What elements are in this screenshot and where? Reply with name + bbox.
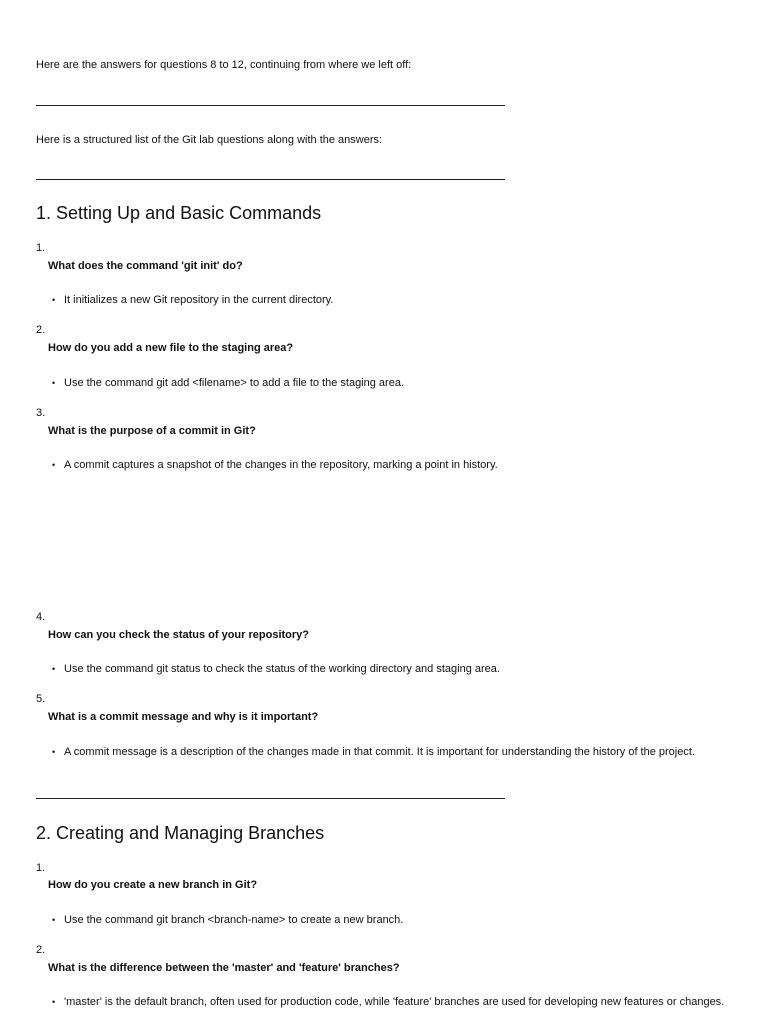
question-number: 3. xyxy=(36,407,46,419)
question-text: What is the difference between the 'master' and 'feature' branches? xyxy=(48,962,400,974)
answer-text: 'master' is the default branch, often used for production code, while 'feature' branches are used for developing new features or changes. xyxy=(64,996,725,1008)
answer-item xyxy=(52,293,333,307)
answer-item xyxy=(52,913,403,927)
question-number: 2. xyxy=(36,944,46,956)
divider-2 xyxy=(36,179,505,180)
bullet-icon: • xyxy=(52,915,56,925)
answer-item xyxy=(52,662,500,676)
bullet-icon: • xyxy=(52,295,56,305)
section-heading-1: 1. Setting Up and Basic Commands xyxy=(36,203,322,223)
question-text: How do you add a new file to the staging area? xyxy=(48,342,294,354)
question-number: 4. xyxy=(36,611,46,623)
divider-3 xyxy=(36,798,505,799)
bullet-icon: • xyxy=(52,747,56,757)
answer-text: Use the command git branch <branch-name> to create a new branch. xyxy=(64,914,404,926)
answer-text: A commit message is a description of the changes made in that commit. It is important for understanding the history of the project. xyxy=(64,746,695,758)
question-number: 5. xyxy=(36,693,46,705)
section-heading-2: 2. Creating and Managing Branches xyxy=(36,823,325,843)
answer-text: It initializes a new Git repository in the current directory. xyxy=(64,294,334,306)
answer-item xyxy=(52,995,724,1009)
bullet-icon: • xyxy=(52,664,56,674)
answer-text: Use the command git status to check the status of the working directory and staging area. xyxy=(64,663,500,675)
question-text: What is the purpose of a commit in Git? xyxy=(48,425,256,437)
question-text: How do you create a new branch in Git? xyxy=(48,879,258,891)
answer-text: A commit captures a snapshot of the changes in the repository, marking a point in history. xyxy=(64,459,498,471)
answer-item xyxy=(52,458,498,472)
answer-item xyxy=(52,376,404,390)
intro-text-2: Here is a structured list of the Git lab questions along with the answers: xyxy=(36,134,383,146)
answer-text: Use the command git add <filename> to add a file to the staging area. xyxy=(64,377,404,389)
question-text: What does the command 'git init' do? xyxy=(48,260,243,272)
bullet-icon: • xyxy=(52,378,56,388)
answer-item xyxy=(52,745,695,759)
question-number: 1. xyxy=(36,242,46,254)
question-text: How can you check the status of your repository? xyxy=(48,629,309,641)
bullet-icon: • xyxy=(52,997,56,1007)
question-number: 1. xyxy=(36,862,46,874)
divider-1 xyxy=(36,105,505,106)
question-text: What is a commit message and why is it important? xyxy=(48,711,319,723)
question-number: 2. xyxy=(36,324,46,336)
intro-text-1: Here are the answers for questions 8 to 12, continuing from where we left off: xyxy=(36,59,412,71)
bullet-icon: • xyxy=(52,460,56,470)
